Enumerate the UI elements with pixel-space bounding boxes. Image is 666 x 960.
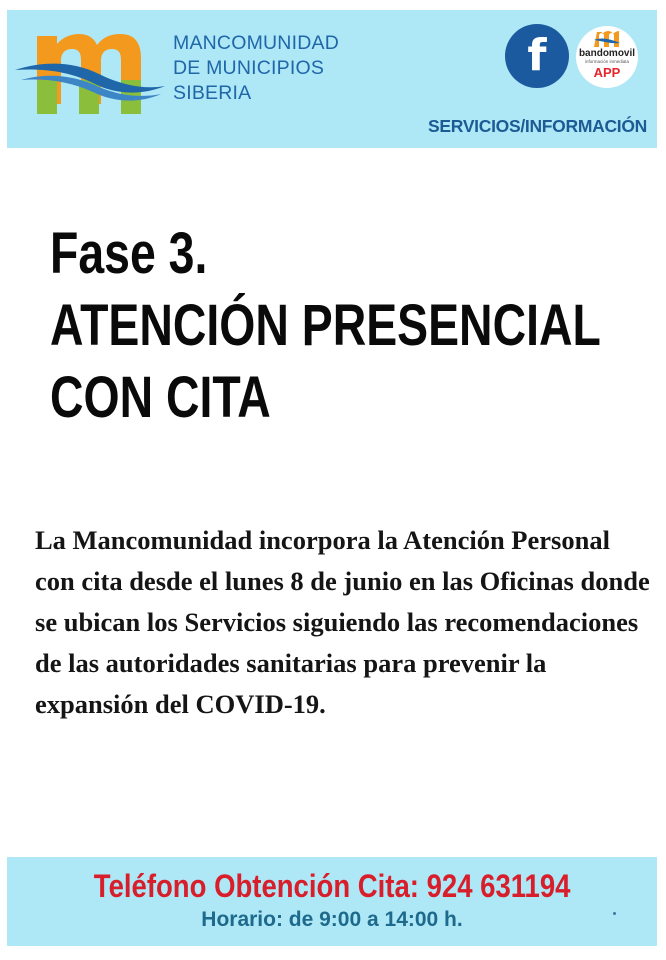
headline-line-1: Fase 3. — [50, 221, 208, 286]
bandomovil-app-badge[interactable] — [576, 26, 638, 88]
appointment-phone — [7, 867, 657, 905]
header-band — [7, 10, 657, 148]
headline — [50, 218, 601, 434]
facebook-icon[interactable]: f — [505, 24, 569, 88]
app-name: bandomovil — [578, 48, 636, 59]
bandomovil-app-logo — [594, 29, 620, 49]
org-name-line-2: DE MUNICIPIOS — [173, 57, 325, 79]
org-name-line-1: MANCOMUNIDAD — [173, 32, 339, 54]
org-name-line-3: SIBERIA — [173, 82, 252, 104]
app-label: APP — [593, 65, 621, 80]
app-tagline: información inmediata — [584, 59, 630, 64]
decorative-dot — [613, 912, 616, 915]
headline-line-2: ATENCIÓN PRESENCIAL — [50, 293, 601, 358]
mancomunidad-m-logo — [15, 24, 165, 116]
organization-name — [173, 31, 339, 106]
footer-band — [7, 857, 657, 946]
appointment-phone-text: Teléfono Obtención Cita: 924 631194 — [93, 868, 571, 904]
announcement-body: La Mancomunidad incorpora la Atención Personal con cita desde el lunes 8 de junio en las Oficinas donde se ubican los Servicios siguiendo las recomendaciones de las autoridades sanitarias para prevenir la expansión del COVID-19. — [35, 525, 650, 719]
section-tag: SERVICIOS/INFORMACIÓN — [428, 116, 647, 136]
headline-line-3: CON CITA — [50, 365, 271, 430]
office-hours: Horario: de 9:00 a 14:00 h. — [201, 908, 463, 931]
